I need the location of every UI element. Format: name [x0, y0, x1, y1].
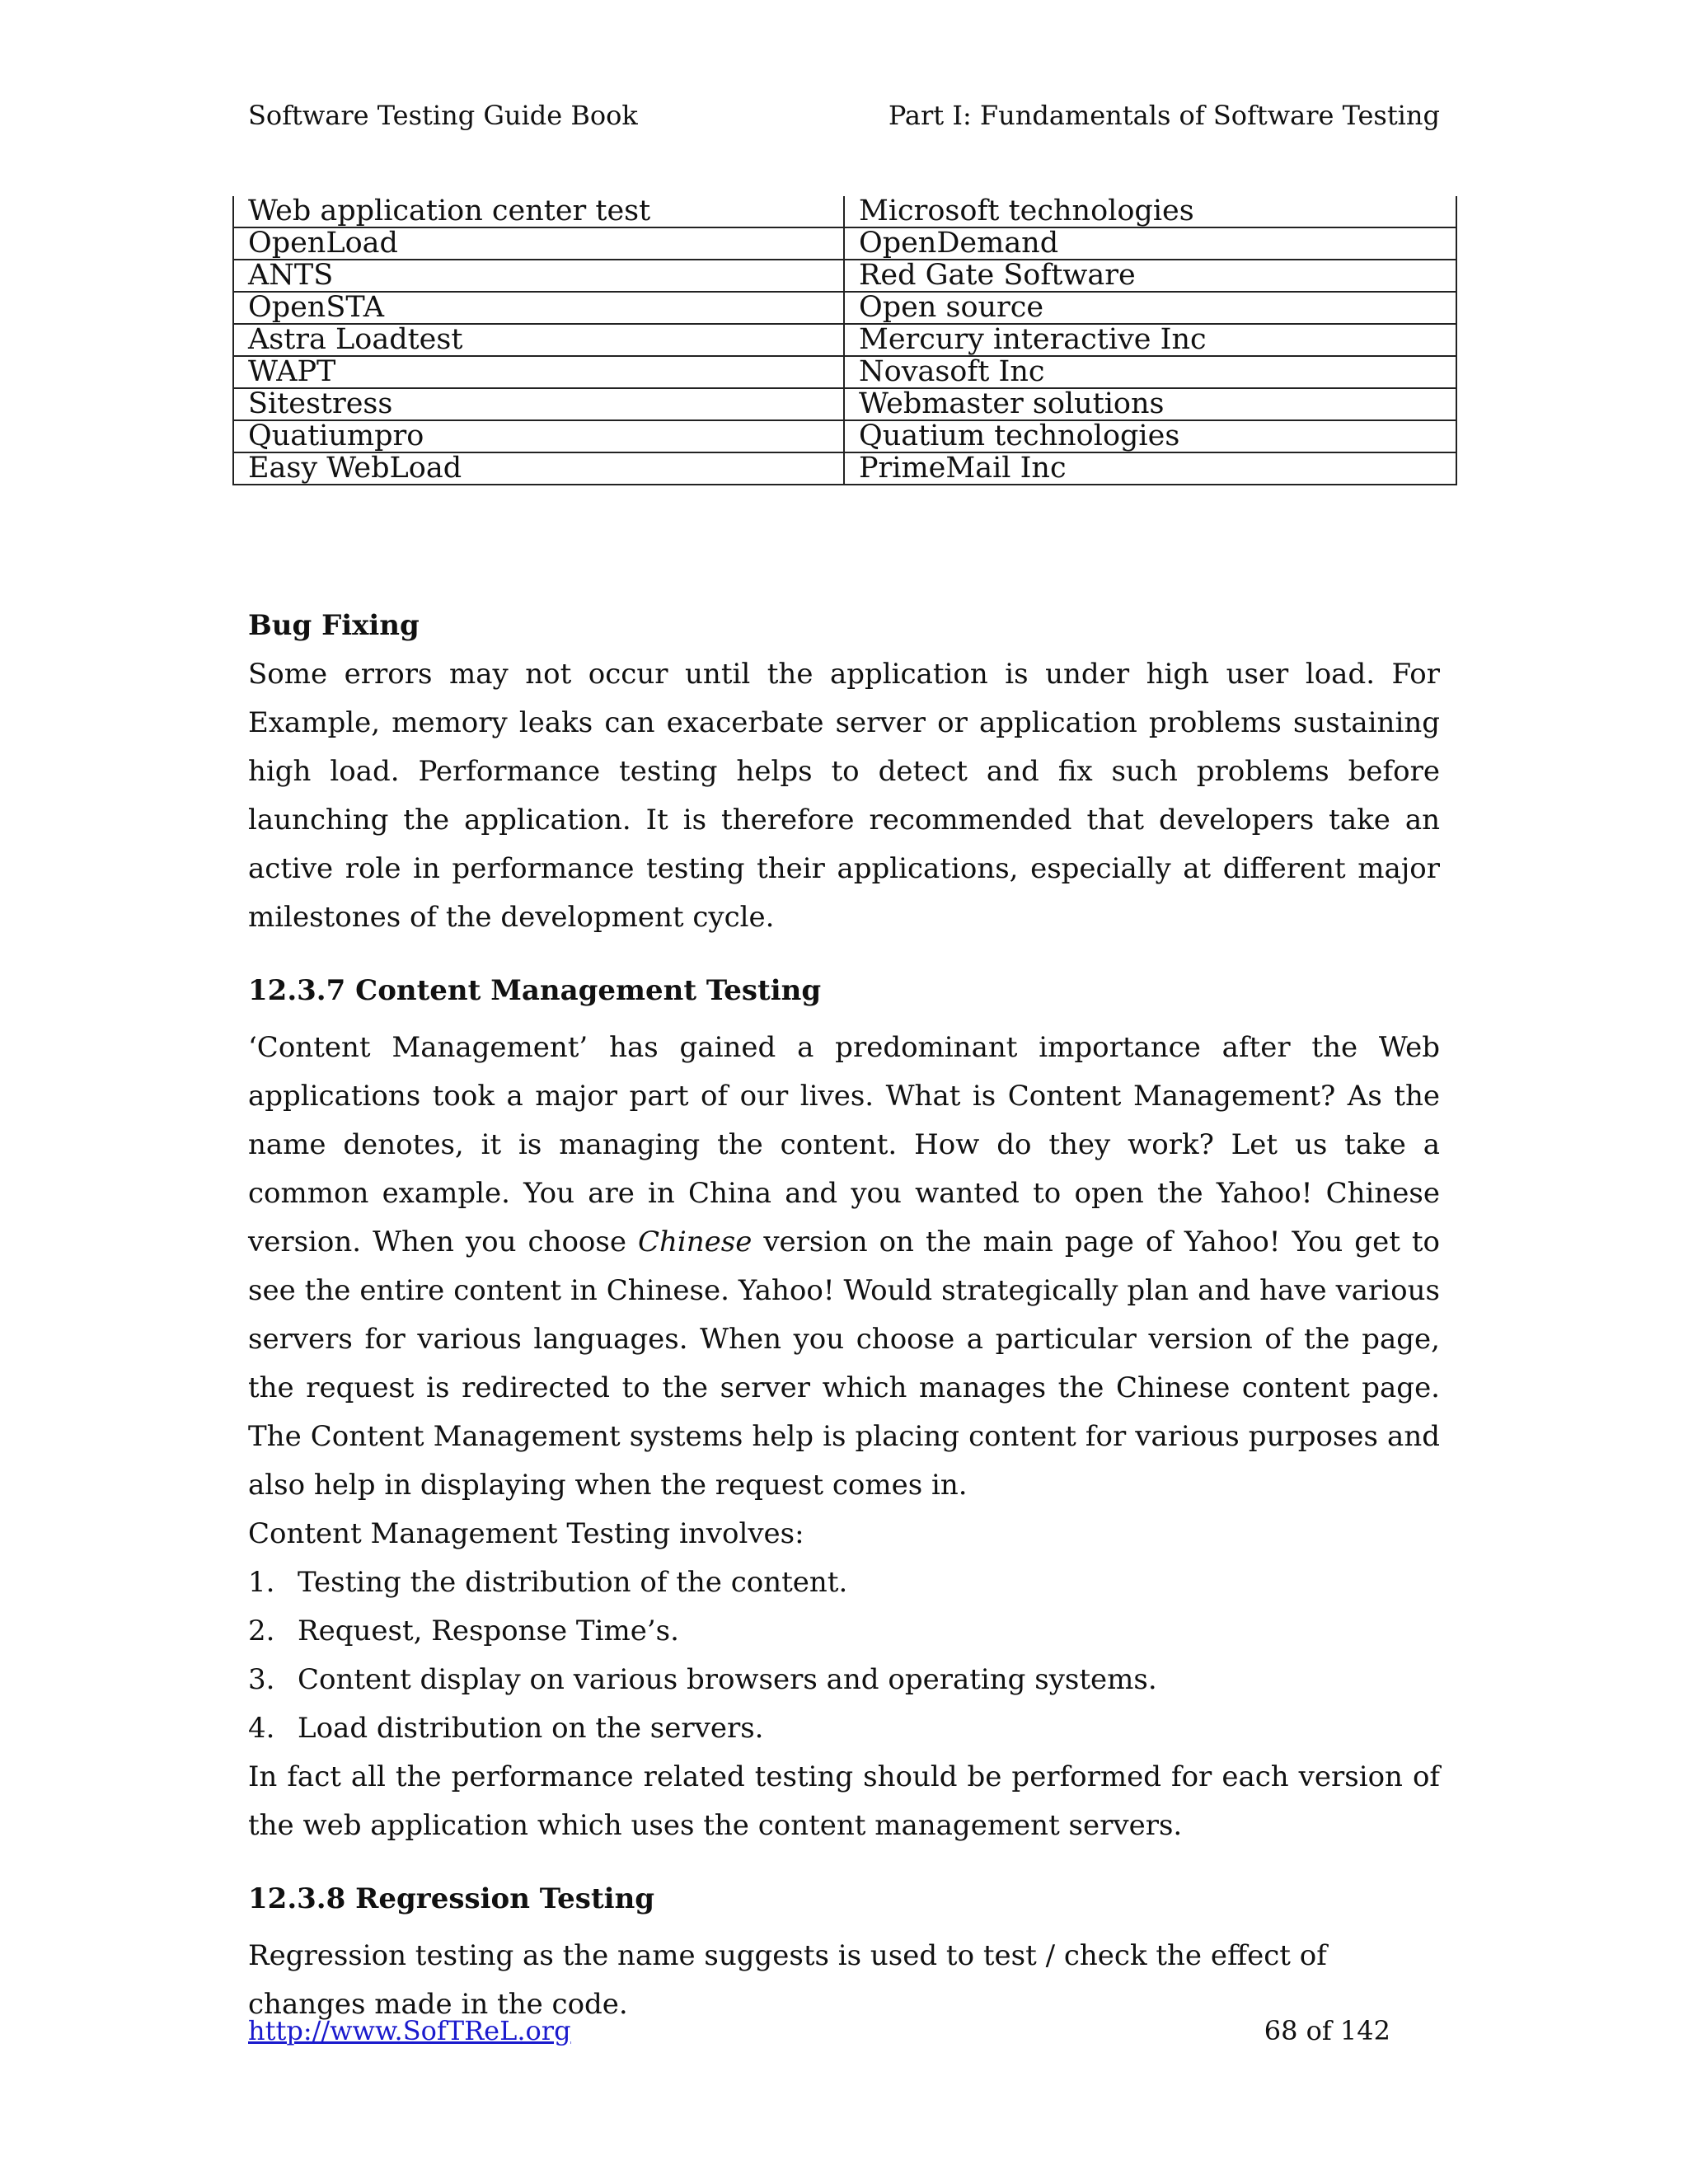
content-management-involves: Content Management Testing involves:	[248, 1517, 804, 1550]
table-cell-tool: OpenLoad	[233, 227, 844, 260]
table-cell-vendor: Novasoft Inc	[844, 356, 1456, 388]
list-item-number: 4.	[248, 1712, 275, 1745]
list-item-number: 3.	[248, 1663, 275, 1696]
table-cell-tool: Quatiumpro	[233, 420, 844, 452]
table-cell-vendor: Mercury interactive Inc	[844, 324, 1456, 356]
list-item-text: Request, Response Time’s.	[298, 1615, 679, 1647]
table-cell-tool: Easy WebLoad	[233, 452, 844, 485]
content-management-conclusion: In fact all the performance related testing should be performed for each version of the web application which uses the content management servers.	[248, 1760, 1440, 1842]
list-item	[248, 1704, 1440, 1753]
table-cell-vendor: Microsoft technologies	[844, 196, 1456, 227]
regression-heading: 12.3.8 Regression Testing	[248, 1882, 655, 1915]
table-cell-tool: Sitestress	[233, 388, 844, 420]
page-footer	[248, 2014, 1390, 2047]
header-book-title: Software Testing Guide Book	[248, 100, 638, 131]
header-part-title: Part I: Fundamentals of Software Testing	[888, 100, 1440, 131]
table-cell-vendor: PrimeMail Inc	[844, 452, 1456, 485]
table-row	[233, 292, 1456, 324]
list-item-number: 1.	[248, 1566, 275, 1599]
regression-paragraph: Regression testing as the name suggests is used to test / check the effect of changes made in the code.	[248, 1939, 1327, 2021]
table-row	[233, 324, 1456, 356]
page-number: 68 of 142	[1264, 2015, 1390, 2046]
table-row	[233, 196, 1456, 227]
content-management-paragraph	[248, 1024, 1440, 1510]
table-cell-tool: WAPT	[233, 356, 844, 388]
table-cell-tool: Astra Loadtest	[233, 324, 844, 356]
list-item-number: 2.	[248, 1615, 275, 1647]
table-cell-vendor: Open source	[844, 292, 1456, 324]
table-row	[233, 260, 1456, 292]
page-header	[248, 99, 1440, 132]
bug-fixing-heading: Bug Fixing	[248, 609, 420, 642]
table-cell-vendor: Webmaster solutions	[844, 388, 1456, 420]
table-row	[233, 388, 1456, 420]
list-item	[248, 1558, 1440, 1607]
list-item	[248, 1607, 1440, 1656]
list-item-text: Testing the distribution of the content.	[298, 1566, 848, 1599]
table-row	[233, 356, 1456, 388]
main-content	[248, 602, 1440, 2029]
table-row	[233, 420, 1456, 452]
list-item	[248, 1656, 1440, 1704]
content-management-list	[248, 1558, 1440, 1753]
list-item-text: Content display on various browsers and operating systems.	[298, 1663, 1157, 1696]
chinese-emphasis: Chinese	[637, 1226, 753, 1258]
content-management-text-2: version on the main page of Yahoo! You get to see the entire content in Chinese. Yahoo! Would strategically plan and have various servers for various languages. When you choose a particular version of the page, the request is redirected to the server which manages the Chinese content page. The Content Management systems help is placing content for various purposes and also help in displaying when the request comes in.	[248, 1226, 1440, 1502]
table-cell-tool: ANTS	[233, 260, 844, 292]
tools-table	[232, 196, 1457, 485]
softrel-link[interactable]: http://www.SofTReL.org	[248, 2015, 571, 2046]
content-management-text-1: ‘Content Management’ has gained a predominant importance after the Web applications took a major part of our lives. What is Content Management? As the name denotes, it is managing the content. How do they work? Let us take a common example. You are in China and you wanted to open the Yahoo! Chinese version. When you choose	[248, 1031, 1440, 1258]
table-row	[233, 452, 1456, 485]
table-cell-tool: OpenSTA	[233, 292, 844, 324]
table-cell-vendor: Red Gate Software	[844, 260, 1456, 292]
table-cell-vendor: OpenDemand	[844, 227, 1456, 260]
list-item-text: Load distribution on the servers.	[298, 1712, 764, 1745]
content-management-heading: 12.3.7 Content Management Testing	[248, 974, 822, 1007]
bug-fixing-paragraph: Some errors may not occur until the application is under high user load. For Example, memory leaks can exacerbate server or application problems sustaining high load. Performance testing helps to detect and fix such problems before launching the application. It is therefore recommended that developers take an active role in performance testing their applications, especially at different major milestones of the development cycle.	[248, 658, 1440, 934]
table-cell-vendor: Quatium technologies	[844, 420, 1456, 452]
table-cell-tool: Web application center test	[233, 196, 844, 227]
table-row	[233, 227, 1456, 260]
